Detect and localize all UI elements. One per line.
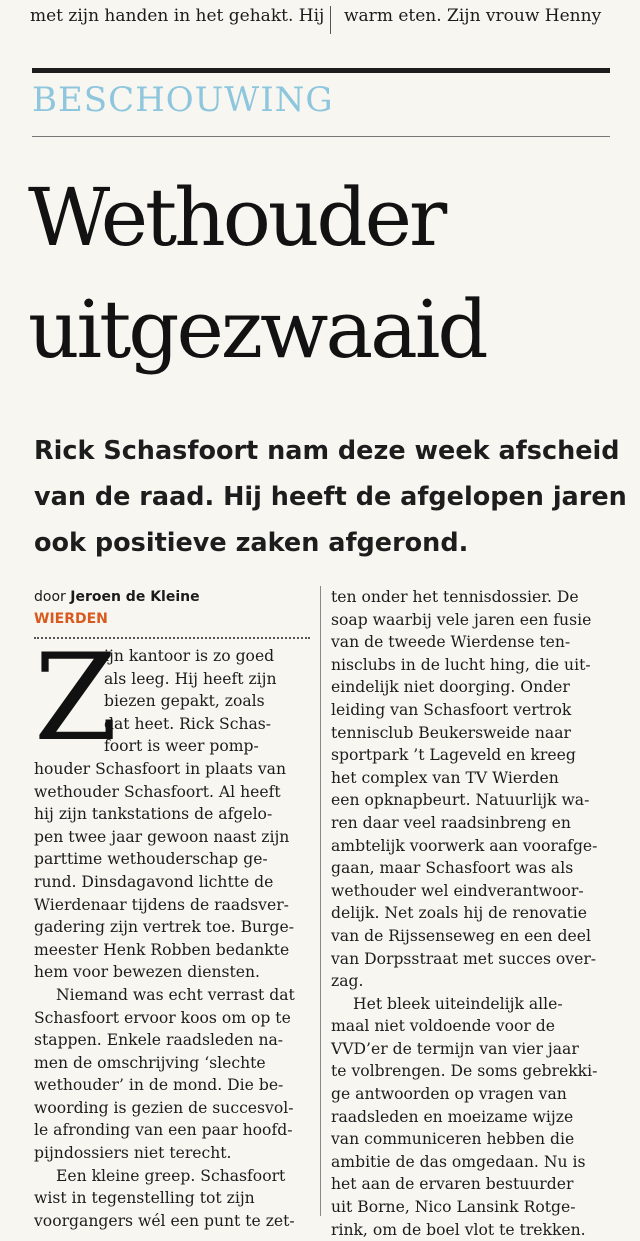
- headline-line-2: uitgezwaaid: [28, 283, 486, 376]
- byline-dateline: WIERDEN: [34, 611, 108, 627]
- body-line: foort is weer pomp-: [104, 737, 259, 756]
- body-line: ambitie de das omgedaan. Nu is: [331, 1152, 586, 1171]
- body-column-left: [34, 629, 316, 1230]
- body-line: leiding van Schasfoort vertrok: [331, 700, 572, 719]
- column-divider: [320, 586, 321, 1216]
- body-line: rund. Dinsdagavond lichtte de: [34, 872, 274, 891]
- body-line: nisclubs in de lucht hing, die uit-: [331, 655, 591, 674]
- dropcap-letter: Z: [34, 629, 118, 768]
- previous-article-right-line: warm eten. Zijn vrouw Henny: [344, 6, 602, 26]
- lede-line-3: ook positieve zaken afgerond.: [34, 528, 469, 558]
- body-line: Een kleine greep. Schasfoort: [56, 1166, 286, 1185]
- lede: [34, 428, 627, 566]
- dropcap-paragraph: [34, 629, 316, 984]
- body-line: een opknapbeurt. Natuurlijk wa-: [331, 791, 590, 810]
- body-line: parttime wethouderschap ge-: [34, 850, 268, 869]
- body-line: ren daar veel raadsinbreng en: [331, 813, 571, 832]
- body-line: houder Schasfoort in plaats van: [34, 759, 287, 778]
- body-line: Niemand was echt verrast dat: [56, 985, 295, 1004]
- body-line: meester Henk Robben bedankte: [34, 940, 290, 959]
- headline-line-1: Wethouder: [28, 171, 445, 264]
- body-line: VVD’er de termijn van vier jaar: [331, 1039, 579, 1058]
- section-bottom-rule: [32, 136, 610, 137]
- body-line: wethouder wel eindverantwoor-: [331, 881, 584, 900]
- body-line: woording is gezien de succesvol-: [34, 1098, 294, 1117]
- byline-prefix: door: [34, 589, 66, 605]
- body-line: stappen. Enkele raadsleden na-: [34, 1031, 284, 1050]
- section-kicker: BESCHOUWING: [32, 80, 334, 120]
- body-line: eindelijk niet doorging. Onder: [331, 678, 570, 697]
- body-line: Schasfoort ervoor koos om op te: [34, 1008, 291, 1027]
- headline: [28, 162, 628, 386]
- lede-line-2: van de raad. Hij heeft de afgelopen jaren: [34, 482, 627, 512]
- body-line: ijn kantoor is zo goed: [104, 647, 275, 665]
- body-line: tennisclub Beukersweide naar: [331, 723, 571, 742]
- body-line: Wierdenaar tijdens de raadsver-: [34, 895, 289, 914]
- body-line: le afronding van een paar hoofd-: [34, 1121, 293, 1140]
- body-line: sportpark ’t Lageveld en kreeg: [331, 746, 576, 765]
- body-line: raadsleden en moeizame wijze: [331, 1107, 574, 1126]
- body-line: uit Borne, Nico Lansink Rotge-: [331, 1198, 576, 1217]
- body-line: van de Rijssenseweg en een deel: [331, 926, 591, 945]
- body-line: het aan de ervaren bestuurder: [331, 1175, 574, 1194]
- body-paragraph: [331, 586, 615, 993]
- body-line: gaan, maar Schasfoort was als: [331, 859, 574, 878]
- body-line: ambtelijk voorwerk aan voorafge-: [331, 836, 598, 855]
- body-line: voorgangers wél een punt te zet-: [34, 1211, 295, 1230]
- body-line: rink, om de boel vlot te trekken.: [331, 1220, 586, 1239]
- body-line: van Dorpsstraat met succes over-: [331, 949, 597, 968]
- body-paragraph: [331, 993, 615, 1241]
- body-line: pen twee jaar gewoon naast zijn: [34, 827, 290, 846]
- body-line: maal niet voldoende voor de: [331, 1017, 556, 1036]
- body-line: dat heet. Rick Schas-: [104, 714, 272, 733]
- byline: [34, 586, 314, 630]
- body-line: van de tweede Wierdense ten-: [331, 633, 571, 652]
- body-line: hij zijn tankstations de afgelo-: [34, 805, 273, 824]
- body-line: wethouder Schasfoort. Al heeft: [34, 782, 281, 801]
- body-line: biezen gepakt, zoals: [104, 692, 265, 711]
- body-line: als leeg. Hij heeft zijn: [104, 669, 277, 688]
- body-line: men de omschrijving ‘slechte: [34, 1053, 266, 1072]
- body-paragraph: [34, 1165, 316, 1233]
- body-line: pijndossiers niet terecht.: [34, 1144, 232, 1163]
- body-line: het complex van TV Wierden: [331, 768, 559, 787]
- previous-article-left-line: met zijn handen in het gehakt. Hij: [30, 6, 325, 26]
- byline-author: Jeroen de Kleine: [70, 589, 200, 605]
- body-line: delijk. Net zoals hij de renovatie: [331, 904, 588, 923]
- body-line: gadering zijn vertrek toe. Burge-: [34, 918, 295, 937]
- previous-article-divider: [330, 6, 331, 34]
- body-line: Het bleek uiteindelijk alle-: [353, 994, 563, 1013]
- body-column-right: [331, 586, 615, 1239]
- body-paragraph: [34, 984, 316, 1165]
- body-line: zag.: [331, 972, 364, 991]
- body-line: te volbrengen. De soms gebrekki-: [331, 1062, 598, 1081]
- body-line: wethouder’ in de mond. Die be-: [34, 1076, 284, 1095]
- body-line: wist in tegenstelling tot zijn: [34, 1189, 255, 1208]
- body-line: soap waarbij vele jaren een fusie: [331, 610, 592, 629]
- body-line: ge antwoorden op vragen van: [331, 1085, 567, 1104]
- previous-article-fragment: [0, 0, 640, 40]
- body-line: ten onder het tennisdossier. De: [331, 588, 579, 606]
- body-line: van communiceren hebben die: [331, 1130, 575, 1149]
- section-top-rule: [32, 68, 610, 73]
- body-line: hem voor bewezen diensten.: [34, 963, 260, 982]
- lede-line-1: Rick Schasfoort nam deze week afscheid: [34, 436, 620, 466]
